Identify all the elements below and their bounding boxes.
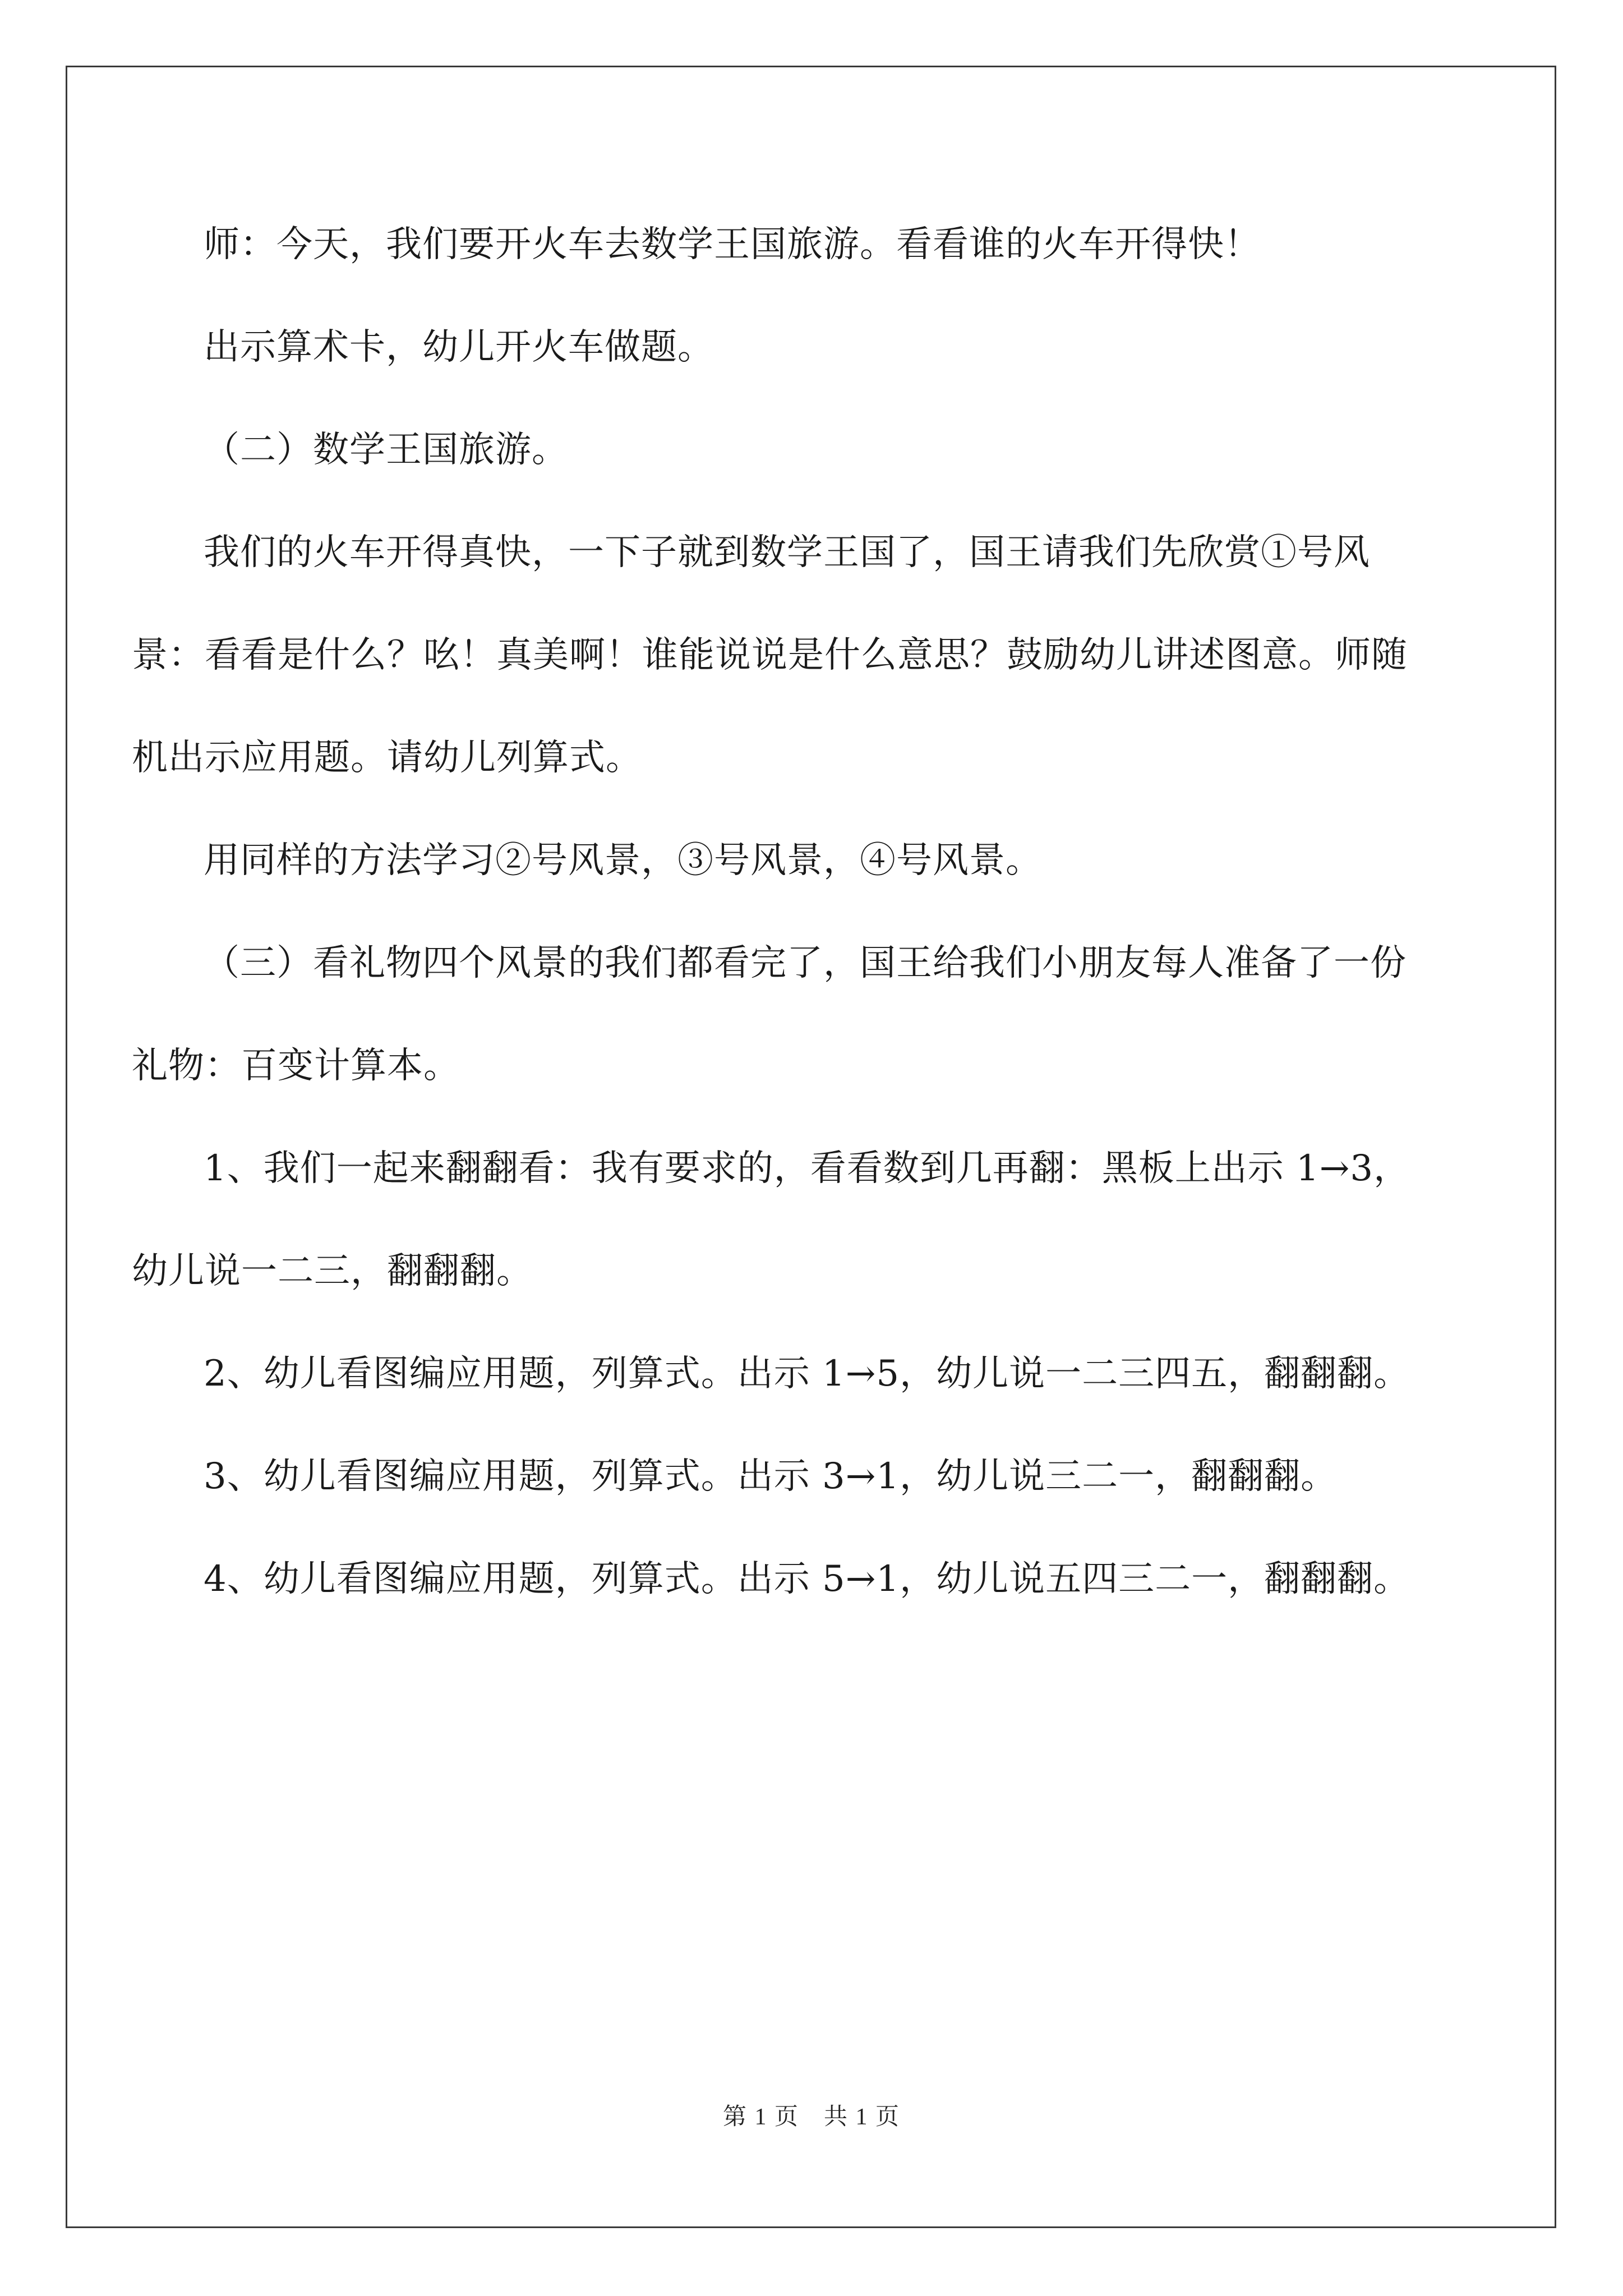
paragraph: （二）数学王国旅游。 [204,429,568,471]
paragraph: 我们的火车开得真快，一下子就到数学王国了，国王请我们先欣赏①号风景：看看是什么？吆！真美啊！谁能说说是什么意思？鼓励幼儿讲述图意。师随机出示应用题。请幼儿列算式。 [132,532,1408,779]
page-number-footer: 第 1 页 共 1 页 [722,2104,900,2130]
paragraph: 3、幼儿看图编应用题，列算式。出示 3→1，幼儿说三二一，翻翻翻。 [204,1456,1338,1497]
paragraph: 1、我们一起来翻翻看：我有要求的，看看数到几再翻：黑板上出示 1→3，幼儿说一二三，翻翻翻。 [132,1148,1410,1292]
paragraph: 用同样的方法学习②号风景，③号风景，④号风景。 [204,840,1042,881]
paragraph: 4、幼儿看图编应用题，列算式。出示 5→1，幼儿说五四三二一，翻翻翻。 [204,1558,1410,1600]
paragraph: 出示算术卡，幼儿开火车做题。 [204,326,714,368]
document-body [132,194,1438,1631]
paragraph: （三）看礼物四个风景的我们都看完了，国王给我们小朋友每人准备了一份礼物：百变计算本。 [132,942,1407,1087]
paragraph: 师：今天，我们要开火车去数学王国旅游。看看谁的火车开得快！ [204,224,1261,265]
paragraph: 2、幼儿看图编应用题，列算式。出示 1→5，幼儿说一二三四五，翻翻翻。 [204,1353,1410,1395]
